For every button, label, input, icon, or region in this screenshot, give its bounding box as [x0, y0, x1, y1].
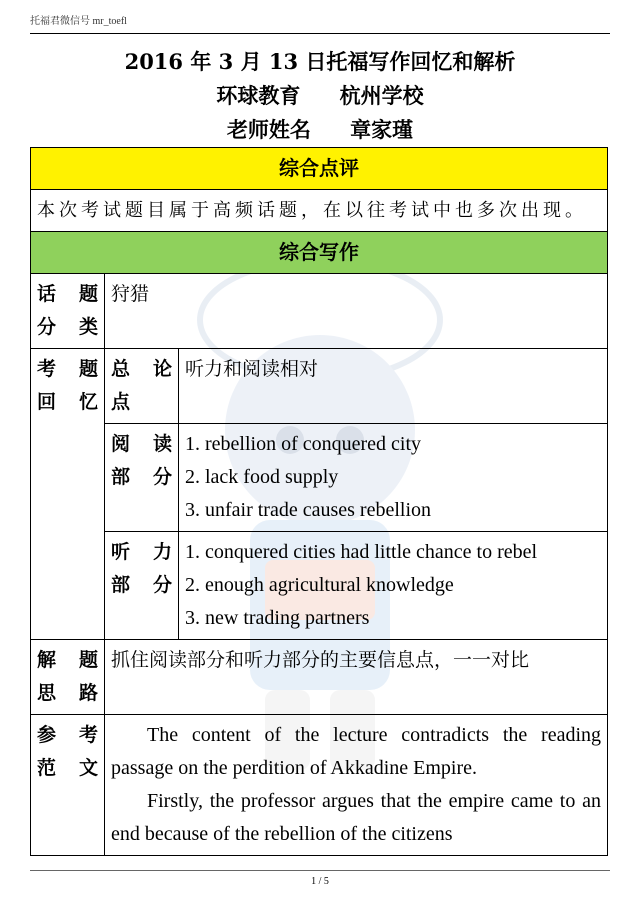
sample-row [31, 715, 608, 856]
campus-name: 杭州学校 [339, 83, 424, 108]
writing-analysis-table [30, 147, 608, 856]
reading-points [179, 424, 608, 532]
listening-label-line-2: 部分 [111, 574, 172, 596]
topic-row [31, 274, 608, 349]
doc-title: 2016 年 3 月 13 日托福写作回忆和解析 [124, 49, 516, 74]
overall-value: 听力和阅读相对 [179, 349, 608, 424]
reading-row [31, 424, 608, 532]
overall-label-line-1: 总 论 [111, 358, 172, 380]
list-item: 2. lack food supply [185, 466, 339, 488]
recall-label-line-1: 考 题 [37, 358, 98, 380]
header-divider [30, 33, 610, 34]
listening-label [105, 532, 179, 640]
sample-label-line-1: 参 考 [37, 724, 98, 746]
overall-row [31, 349, 608, 424]
approach-label-line-1: 解 题 [37, 649, 98, 671]
sample-essay [105, 715, 608, 856]
recall-label [31, 349, 105, 640]
overall-label [105, 349, 179, 424]
reading-label [105, 424, 179, 532]
list-item: 1. rebellion of conquered city [185, 433, 422, 455]
essay-paragraph: Firstly, the professor argues that the empire came to an end because of the rebellion of the citizens [111, 790, 601, 845]
footer-divider [30, 870, 610, 871]
school-name: 环球教育 [216, 83, 301, 108]
teacher-line [0, 113, 640, 147]
review-heading: 综合点评 [31, 148, 608, 190]
review-text: 本次考试题目属于高频话题，在以往考试中也多次出现。 [31, 190, 608, 232]
list-item: 3. new trading partners [185, 607, 370, 629]
overall-label-line-2: 点 [111, 391, 131, 413]
topic-value: 狩猎 [105, 274, 608, 349]
page-number: 1 / 5 [311, 876, 329, 887]
approach-label [31, 640, 105, 715]
listening-row [31, 532, 608, 640]
approach-row [31, 640, 608, 715]
topic-label-line-2: 分类 [37, 316, 98, 338]
listening-points [179, 532, 608, 640]
listening-label-line-1: 听 力 [111, 541, 172, 563]
teacher-label: 老师姓名 [226, 117, 311, 142]
sample-label-line-2: 范文 [37, 757, 98, 779]
topic-label-line-1: 话题 [37, 283, 98, 305]
header-note: 托福君微信号 mr_toefl [30, 16, 127, 27]
reading-label-line-2: 部分 [111, 466, 172, 488]
list-item: 1. conquered cities had little chance to rebel [185, 541, 538, 563]
title-block [0, 45, 640, 147]
teacher-name: 章家瑾 [350, 117, 414, 142]
sample-label [31, 715, 105, 856]
school-line [0, 79, 640, 113]
essay-paragraph: The content of the lecture contradicts the reading passage on the perdition of Akkadine Empire. [111, 724, 601, 779]
writing-heading: 综合写作 [31, 232, 608, 274]
approach-value: 抓住阅读部分和听力部分的主要信息点，一一对比 [105, 640, 608, 715]
approach-label-line-2: 思路 [37, 682, 98, 704]
recall-label-line-2: 回忆 [37, 391, 98, 413]
list-item: 3. unfair trade causes rebellion [185, 499, 432, 521]
reading-label-line-1: 阅 读 [111, 433, 172, 455]
topic-label [31, 274, 105, 349]
list-item: 2. enough agricultural knowledge [185, 574, 454, 596]
